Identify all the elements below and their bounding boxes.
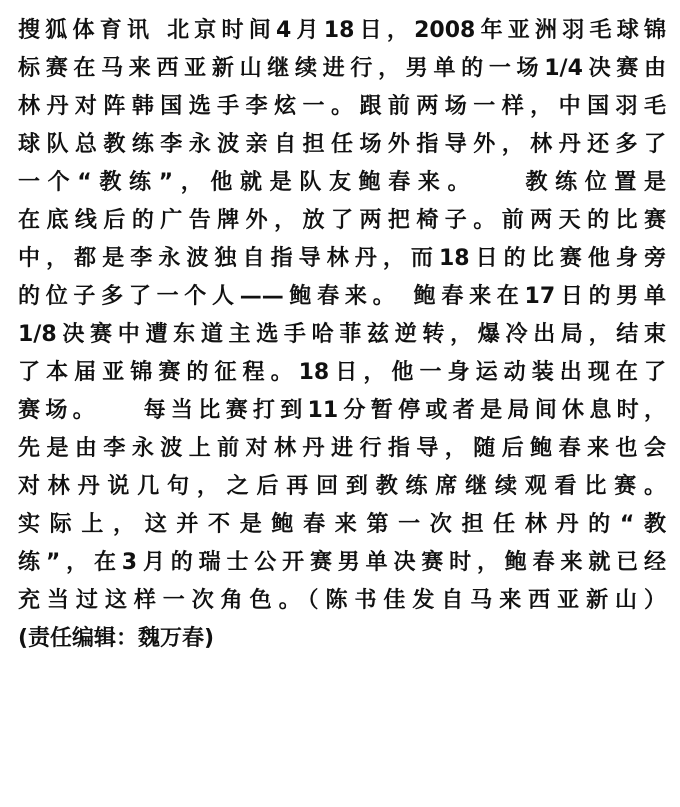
article-line-10: 了本届亚锦赛的征程。18日，他一身运动装出现在了: [18, 360, 666, 385]
article-line-3: 林丹对阵韩国选手李炫一。跟前两场一样，中国羽毛: [18, 94, 666, 119]
editor-credit: (责任编辑：魏万春): [18, 626, 215, 651]
article-line-2: 标赛在马来西亚新山继续进行，男单的一场1/4决赛由: [18, 56, 666, 81]
article-line-15: 练”，在3月的瑞士公开赛男单决赛时，鲍春来就已经: [18, 550, 666, 575]
article-line-4: 球队总教练李永波亲自担任场外指导外，林丹还多了: [18, 132, 666, 157]
article-line-12: 先是由李永波上前对林丹进行指导，随后鲍春来也会: [18, 436, 666, 461]
article-line-6: 在底线后的广告牌外，放了两把椅子。前两天的比赛: [18, 208, 666, 233]
article-line-8: 的位子多了一个人——鲍春来。 鲍春来在17日的男单: [18, 284, 666, 309]
article-line-5: 一个“教练”，他就是队友鲍春来。 教练位置是: [18, 170, 666, 195]
article-body: [18, 12, 666, 658]
article-line-9: 1/8决赛中遭东道主选手哈菲兹逆转，爆冷出局，结束: [18, 322, 666, 347]
article-line-7: 中，都是李永波独自指导林丹，而18日的比赛他身旁: [18, 246, 666, 271]
article-line-1: 搜狐体育讯 北京时间4月18日，2008年亚洲羽毛球锦: [18, 18, 666, 43]
article-line-13: 对林丹说几句，之后再回到教练席继续观看比赛。: [18, 474, 666, 499]
article-line-14: 实际上，这并不是鲍春来第一次担任林丹的“教: [18, 512, 666, 537]
article-line-11: 赛场。 每当比赛打到11分暂停或者是局间休息时，: [18, 398, 666, 423]
article-line-16: 充当过这样一次角色。（陈书佳发自马来西亚新山）: [18, 588, 666, 613]
